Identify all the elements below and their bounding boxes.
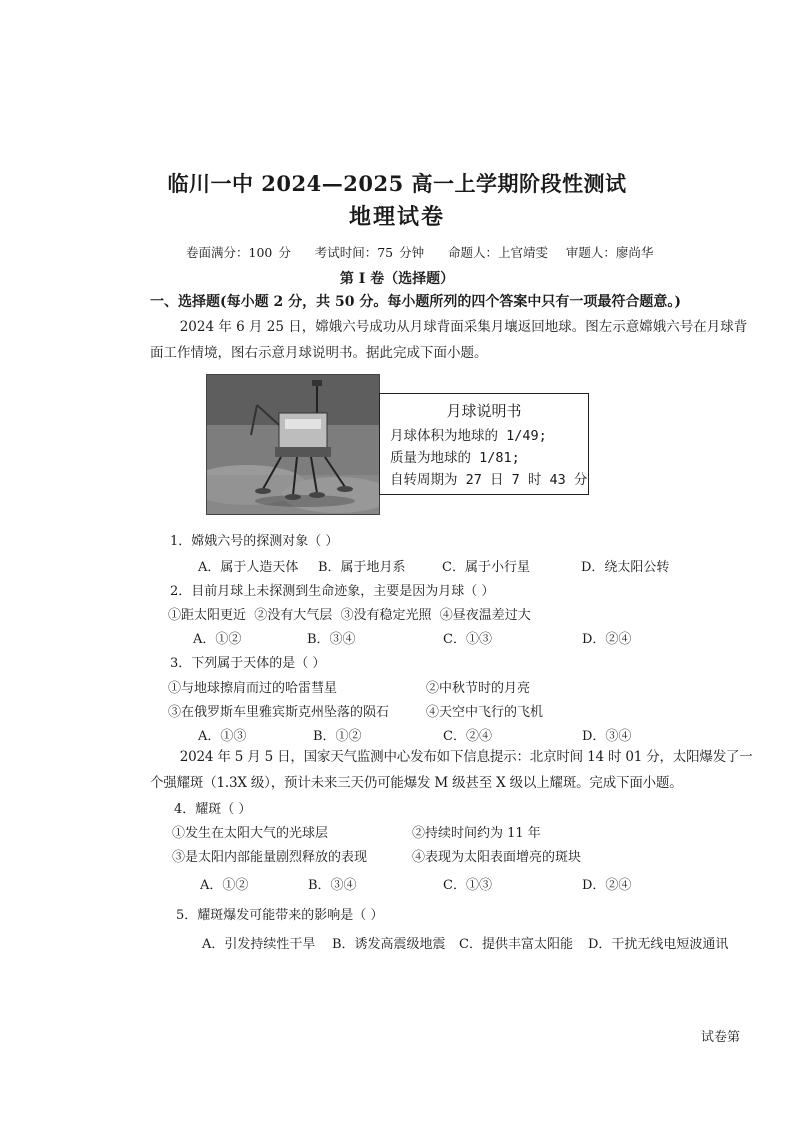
question-4-choice-4: ④表现为太阳表面增亮的斑块 bbox=[412, 850, 582, 865]
question-4-option-c: C．①③ bbox=[443, 878, 492, 893]
question-4-choice-1: ①发生在太阳大气的光球层 bbox=[172, 826, 329, 841]
question-3-stem: 3．下列属于天体的是（ ） bbox=[170, 656, 326, 671]
question-3-choice-4: ④天空中飞行的飞机 bbox=[426, 705, 544, 720]
question-3-choice-3: ③在俄罗斯车里雅宾斯克州坠落的陨石 bbox=[168, 705, 390, 720]
question-2-option-a: A．①② bbox=[193, 632, 242, 647]
question-5-stem: 5．耀斑爆发可能带来的影响是（ ） bbox=[176, 908, 384, 923]
moon-info-card bbox=[379, 393, 589, 495]
question-5-option-d: D．干扰无线电短波通讯 bbox=[588, 937, 729, 952]
lander-photo bbox=[206, 374, 380, 515]
exam-subtitle: 地理试卷 bbox=[348, 204, 445, 230]
moon-card-line-rotation: 自转周期为 27 日 7 时 43 分 bbox=[390, 472, 588, 488]
exam-title: 临川一中 2024—2025 高一上学期阶段性测试 bbox=[167, 171, 627, 196]
question-2-option-d: D．②④ bbox=[582, 632, 632, 647]
passage-chang-e: 2024 年 6 月 25 日，嫦娥六号成功从月球背面采集月壤返回地球。图左示意嫦娥六号在月球背面工作情境，图右示意月球说明书。据此完成下面小题。 bbox=[150, 319, 748, 361]
question-1-option-a: A．属于人造天体 bbox=[198, 560, 299, 575]
page-footer-label: 试卷第 bbox=[701, 1030, 741, 1045]
question-2-option-c: C．①③ bbox=[443, 632, 492, 647]
question-3-option-d: D．③④ bbox=[582, 729, 632, 744]
question-3-choice-2: ②中秋节时的月亮 bbox=[426, 681, 531, 696]
question-3-choice-1: ①与地球擦肩而过的哈雷彗星 bbox=[168, 681, 338, 696]
question-2-choices: ①距太阳更近 ②没有大气层 ③没有稳定光照 ④昼夜温差过大 bbox=[168, 608, 531, 623]
question-4-choice-3: ③是太阳内部能量剧烈释放的表现 bbox=[172, 850, 368, 865]
question-5-option-c: C．提供丰富太阳能 bbox=[459, 937, 573, 952]
section-instruction: 一、选择题(每小题 2 分，共 50 分。每小题所列的四个答案中只有一项最符合题意。) bbox=[150, 294, 681, 310]
question-1-option-b: B．属于地月系 bbox=[318, 560, 406, 575]
question-5-option-b: B．诱发高震级地震 bbox=[332, 937, 446, 952]
question-4-option-d: D．②④ bbox=[582, 878, 632, 893]
exam-meta-line: 卷面满分：100 分 考试时间：75 分钟 命题人：上官靖雯 审题人：廖尚华 bbox=[186, 245, 654, 260]
question-1-stem: 1．嫦娥六号的探测对象（ ） bbox=[170, 534, 339, 549]
section-label: 第 I 卷（选择题） bbox=[339, 271, 455, 287]
question-2-option-b: B．③④ bbox=[307, 632, 356, 647]
question-3-option-b: B．①② bbox=[313, 729, 362, 744]
question-3-option-c: C．②④ bbox=[443, 729, 492, 744]
question-5-option-a: A．引发持续性干旱 bbox=[202, 937, 316, 952]
question-2-stem: 2．目前月球上未探测到生命迹象，主要是因为月球（ ） bbox=[170, 584, 495, 599]
lander-illustration bbox=[207, 375, 379, 514]
moon-card-line-mass: 质量为地球的 1/81; bbox=[390, 450, 520, 466]
question-4-option-a: A．①② bbox=[200, 878, 249, 893]
question-4-choice-2: ②持续时间约为 11 年 bbox=[412, 826, 541, 841]
question-3-option-a: A．①③ bbox=[198, 729, 247, 744]
moon-card-line-volume: 月球体积为地球的 1/49; bbox=[390, 428, 547, 444]
question-4-option-b: B．③④ bbox=[308, 878, 357, 893]
question-4-stem: 4．耀斑（ ） bbox=[174, 802, 252, 817]
passage-solar-flare: 2024 年 5 月 5 日，国家天气监测中心发布如下信息提示：北京时间 14 时 01 分，太阳爆发了一个强耀斑（1.3X 级），预计未来三天仍可能爆发 M 级甚至 X 级以上耀斑。完成下面小题。 bbox=[150, 749, 753, 791]
moon-card-title: 月球说明书 bbox=[446, 402, 522, 420]
question-1-option-c: C．属于小行星 bbox=[442, 560, 530, 575]
question-1-option-d: D．绕太阳公转 bbox=[581, 560, 670, 575]
